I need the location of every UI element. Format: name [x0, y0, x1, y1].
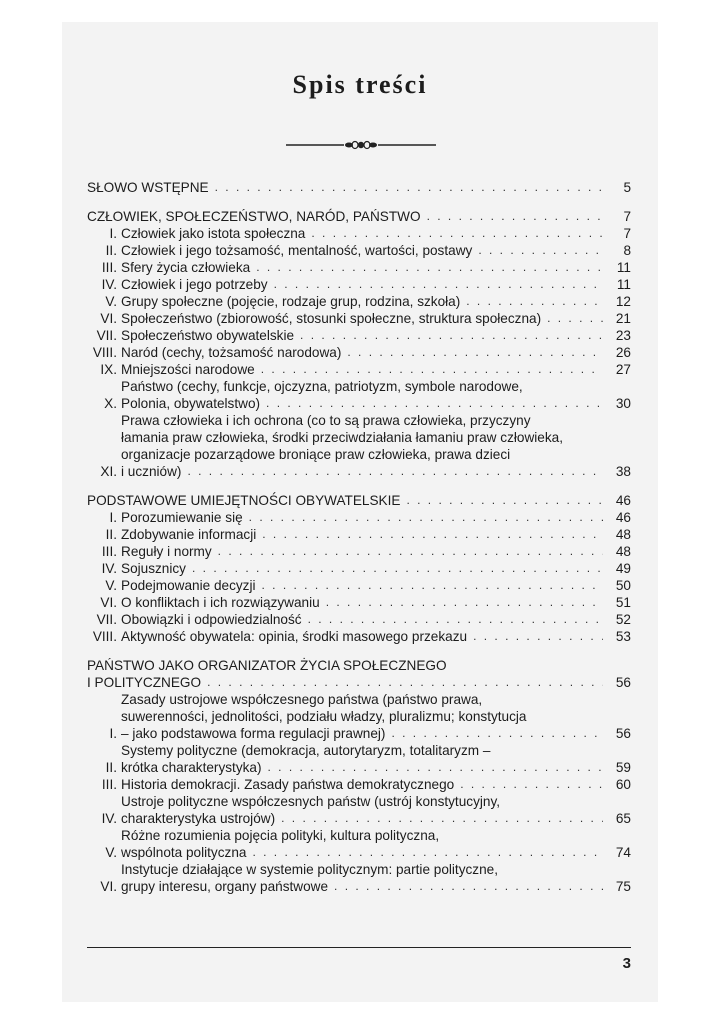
entry-text-line: Naród (cechy, tożsamość narodowa) [121, 345, 342, 360]
entry-text-line: Państwo (cechy, funkcje, ojczyzna, patriotyzm, symbole narodowe, [121, 379, 523, 394]
page-number: 3 [622, 955, 631, 972]
entry-body [121, 412, 631, 480]
entry-text-line: CZŁOWIEK, SPOŁECZEŃSTWO, NARÓD, PAŃSTWO [87, 209, 421, 224]
toc-entry [87, 577, 631, 594]
entry-last-line [121, 526, 631, 543]
entry-text-line: suwerenności, jednolitości, podziału władzy, pluralizmu; konstytucja [121, 709, 527, 724]
entry-body [121, 276, 631, 293]
entry-last-line [121, 395, 631, 412]
entry-body [121, 361, 631, 378]
entry-number: V. [105, 294, 117, 309]
entry-number: VII. [96, 328, 117, 343]
entry-body [121, 628, 631, 645]
entry-text-line: wspólnota polityczna [121, 845, 247, 860]
entry-last-line [87, 492, 631, 509]
entry-page-number: 46 [615, 493, 631, 508]
entry-number: IV. [101, 811, 117, 826]
toc-entry [87, 611, 631, 628]
leader-dots [256, 259, 603, 276]
entry-page-number: 51 [615, 595, 631, 610]
toc-entry [87, 594, 631, 611]
entry-number: II. [105, 527, 117, 542]
entry-body [121, 793, 631, 827]
entry-number: III. [101, 777, 117, 792]
entry-last-line [121, 543, 631, 560]
entry-number: VI. [100, 595, 117, 610]
entry-page-number: 56 [615, 675, 631, 690]
entry-text-line: Reguły i normy [121, 544, 212, 559]
entry-text-line: Ustroje polityczne współczesnych państw (ustrój konstytucyjny, [121, 794, 501, 809]
entry-page-number: 60 [615, 777, 631, 792]
entry-page-number: 7 [623, 226, 631, 241]
entry-number: II. [105, 760, 117, 775]
toc-entry [87, 793, 631, 827]
entry-body [121, 310, 631, 327]
entry-last-line [121, 878, 631, 895]
entry-last-line [121, 242, 631, 259]
entry-page-number: 26 [615, 345, 631, 360]
leader-dots [427, 208, 603, 225]
entry-text-line: Zasady ustrojowe współczesnego państwa (państwo prawa, [121, 692, 483, 707]
entry-text-line: Człowiek i jego potrzeby [121, 277, 268, 292]
entry-number: XI. [100, 464, 117, 479]
leader-dots [281, 810, 603, 827]
entry-number: VIII. [92, 629, 117, 644]
section-heading [87, 492, 631, 509]
toc-entry [87, 327, 631, 344]
entry-number: IX. [100, 362, 117, 377]
entry-last-line [87, 674, 631, 691]
entry-last-line [121, 259, 631, 276]
entry-text-line: Obowiązki i odpowiedzialność [121, 612, 302, 627]
entry-body [121, 543, 631, 560]
entry-number: V. [105, 845, 117, 860]
entry-number: III. [101, 544, 117, 559]
entry-last-line [121, 611, 631, 628]
entry-last-line [121, 344, 631, 361]
entry-text-line: organizacje pozarządowe broniące praw człowieka, prawa dzieci [121, 447, 511, 462]
toc-entry [87, 628, 631, 645]
entry-number: III. [101, 260, 117, 275]
entry-page-number: 48 [615, 527, 631, 542]
entry-last-line [121, 725, 631, 742]
toc-entry [87, 412, 631, 480]
leader-dots [268, 759, 603, 776]
entry-text-line: Człowiek jako istota społeczna [121, 226, 306, 241]
toc-entry [87, 509, 631, 526]
toc-entry [87, 543, 631, 560]
entry-text-line: Mniejszości narodowe [121, 362, 255, 377]
leader-dots [300, 327, 603, 344]
entry-number: VI. [100, 879, 117, 894]
leader-dots [391, 725, 603, 742]
entry-text-line: i uczniów) [121, 464, 182, 479]
entry-text-line: Systemy polityczne (demokracja, autorytaryzm, totalitaryzm – [121, 743, 491, 758]
entry-last-line [121, 560, 631, 577]
entry-text-line: – jako podstawowa forma regulacji prawnej) [121, 726, 386, 741]
entry-number: VII. [96, 612, 117, 627]
entry-body [121, 611, 631, 628]
entry-text-line: Społeczeństwo obywatelskie [121, 328, 295, 343]
entry-text-line: SŁOWO WSTĘPNE [87, 180, 209, 195]
entry-last-line [121, 844, 631, 861]
entry-text-line: Polonia, obywatelstwo) [121, 396, 261, 411]
leader-dots [249, 509, 603, 526]
entry-number: X. [104, 396, 117, 411]
entry-body [121, 242, 631, 259]
entry-text-line: Instytucje działające w systemie politycznym: partie polityczne, [121, 862, 499, 877]
entry-text-line: łamania praw człowieka, środki przeciwdziałania łamaniu praw człowieka, [121, 430, 563, 445]
entry-last-line [121, 594, 631, 611]
entry-last-line [121, 463, 631, 480]
leader-dots [262, 577, 604, 594]
entry-body [121, 861, 631, 895]
entry-number: I. [109, 510, 117, 525]
entry-text-line: I POLITYCZNEGO [87, 675, 202, 690]
leader-dots [311, 225, 603, 242]
toc-entry [87, 276, 631, 293]
entry-page-number: 46 [615, 510, 631, 525]
leader-dots [187, 463, 603, 480]
entry-text-line: Historia demokracji. Zasady państwa demokratycznego [121, 777, 455, 792]
entry-body [87, 208, 631, 225]
toc-entry [87, 560, 631, 577]
table-of-contents [87, 179, 631, 895]
toc-entry [87, 861, 631, 895]
leader-dots [252, 844, 603, 861]
entry-text-line: O konfliktach i ich rozwiązywaniu [121, 595, 320, 610]
entry-body [121, 827, 631, 861]
toc-entry [87, 344, 631, 361]
leader-dots [478, 242, 603, 259]
toc-section [87, 492, 631, 645]
entry-page-number: 38 [615, 464, 631, 479]
section-heading [87, 208, 631, 225]
entry-text-line: Aktywność obywatela: opinia, środki masowego przekazu [121, 629, 468, 644]
leader-dots [274, 276, 603, 293]
entry-page-number: 21 [615, 311, 631, 326]
entry-last-line [121, 759, 631, 776]
entry-page-number: 50 [615, 578, 631, 593]
entry-last-line [121, 628, 631, 645]
entry-page-number: 65 [615, 811, 631, 826]
ornament-divider [286, 138, 436, 152]
page-title: Spis treści [292, 70, 428, 99]
leader-dots [215, 179, 603, 196]
leader-dots [460, 776, 603, 793]
entry-text-line: grupy interesu, organy państwowe [121, 879, 329, 894]
entry-body [87, 179, 631, 196]
entry-body [121, 776, 631, 793]
leader-dots [262, 526, 603, 543]
entry-body [121, 560, 631, 577]
entry-text-line: Podejmowanie decyzji [121, 578, 256, 593]
toc-section [87, 179, 631, 196]
entry-page-number: 23 [615, 328, 631, 343]
entry-page-number: 74 [615, 845, 631, 860]
leader-dots [261, 361, 603, 378]
entry-body [121, 526, 631, 543]
entry-number: I. [109, 726, 117, 741]
entry-number: VIII. [92, 345, 117, 360]
entry-body [121, 344, 631, 361]
entry-page-number: 30 [615, 396, 631, 411]
entry-last-line [121, 361, 631, 378]
entry-body [121, 509, 631, 526]
toc-entry [87, 242, 631, 259]
entry-page-number: 52 [615, 612, 631, 627]
entry-page-number: 59 [615, 760, 631, 775]
toc-entry [87, 310, 631, 327]
leader-dots [266, 395, 603, 412]
toc-section [87, 208, 631, 480]
toc-entry [87, 225, 631, 242]
entry-number: VI. [100, 311, 117, 326]
leader-dots [207, 674, 603, 691]
toc-entry [87, 259, 631, 276]
entry-number: IV. [101, 561, 117, 576]
leader-dots [406, 492, 603, 509]
entry-body [121, 327, 631, 344]
toc-section [87, 657, 631, 895]
entry-text-line: Grupy społeczne (pojęcie, rodzaje grup, rodzina, szkoła) [121, 294, 461, 309]
leader-dots [473, 628, 603, 645]
entry-last-line [121, 327, 631, 344]
entry-last-line [121, 776, 631, 793]
entry-page-number: 5 [623, 180, 631, 195]
entry-text-line: Sojusznicy [121, 561, 186, 576]
entry-number: V. [105, 578, 117, 593]
entry-page-number: 75 [615, 879, 631, 894]
entry-page-number: 53 [615, 629, 631, 644]
entry-last-line [121, 225, 631, 242]
leader-dots [466, 293, 603, 310]
toc-entry [87, 827, 631, 861]
entry-page-number: 7 [623, 209, 631, 224]
footer-divider [87, 947, 631, 948]
entry-last-line [121, 509, 631, 526]
entry-text-line: Człowiek i jego tożsamość, mentalność, wartości, postawy [121, 243, 473, 258]
entry-body [121, 225, 631, 242]
entry-last-line [121, 293, 631, 310]
entry-text-line: PODSTAWOWE UMIEJĘTNOŚCI OBYWATELSKIE [87, 493, 401, 508]
leader-dots [308, 611, 603, 628]
entry-body [121, 691, 631, 742]
toc-entry [87, 293, 631, 310]
section-heading [87, 179, 631, 196]
entry-text-line: krótka charakterystyka) [121, 760, 262, 775]
leader-dots [192, 560, 603, 577]
entry-body [87, 657, 631, 691]
entry-body [121, 594, 631, 611]
leader-dots [347, 344, 603, 361]
entry-body [121, 293, 631, 310]
page-sheet [62, 22, 658, 1002]
entry-number: II. [105, 243, 117, 258]
entry-number: IV. [101, 277, 117, 292]
entry-last-line [87, 179, 631, 196]
toc-entry [87, 378, 631, 412]
section-heading [87, 657, 631, 691]
entry-page-number: 11 [616, 277, 631, 292]
entry-page-number: 11 [616, 260, 631, 275]
entry-text-line: PAŃSTWO JAKO ORGANIZATOR ŻYCIA SPOŁECZNEGO [87, 658, 447, 673]
entry-page-number: 56 [615, 726, 631, 741]
entry-body [121, 742, 631, 776]
entry-page-number: 49 [615, 561, 631, 576]
leader-dots [334, 878, 603, 895]
entry-last-line [121, 276, 631, 293]
leader-dots [547, 310, 603, 327]
entry-page-number: 27 [615, 362, 631, 377]
entry-body [87, 492, 631, 509]
entry-body [121, 577, 631, 594]
toc-entry [87, 691, 631, 742]
entry-last-line [121, 810, 631, 827]
entry-number: I. [109, 226, 117, 241]
entry-page-number: 48 [615, 544, 631, 559]
entry-text-line: Sfery życia człowieka [121, 260, 251, 275]
toc-entry [87, 361, 631, 378]
entry-last-line [87, 208, 631, 225]
entry-text-line: Zdobywanie informacji [121, 527, 257, 542]
leader-dots [326, 594, 603, 611]
toc-entry [87, 776, 631, 793]
toc-entry [87, 526, 631, 543]
entry-page-number: 12 [615, 294, 631, 309]
toc-entry [87, 742, 631, 776]
entry-body [121, 259, 631, 276]
leader-dots [218, 543, 603, 560]
entry-body [121, 378, 631, 412]
entry-page-number: 8 [623, 243, 631, 258]
entry-text-line: Prawa człowieka i ich ochrona (co to są prawa człowieka, przyczyny [121, 413, 531, 428]
entry-text-line: Porozumiewanie się [121, 510, 243, 525]
entry-text-line: Społeczeństwo (zbiorowość, stosunki społeczne, struktura społeczna) [121, 311, 542, 326]
entry-text-line: Różne rozumienia pojęcia polityki, kultura polityczna, [121, 828, 440, 843]
entry-last-line [121, 310, 631, 327]
entry-text-line: charakterystyka ustrojów) [121, 811, 276, 826]
entry-last-line [121, 577, 631, 594]
